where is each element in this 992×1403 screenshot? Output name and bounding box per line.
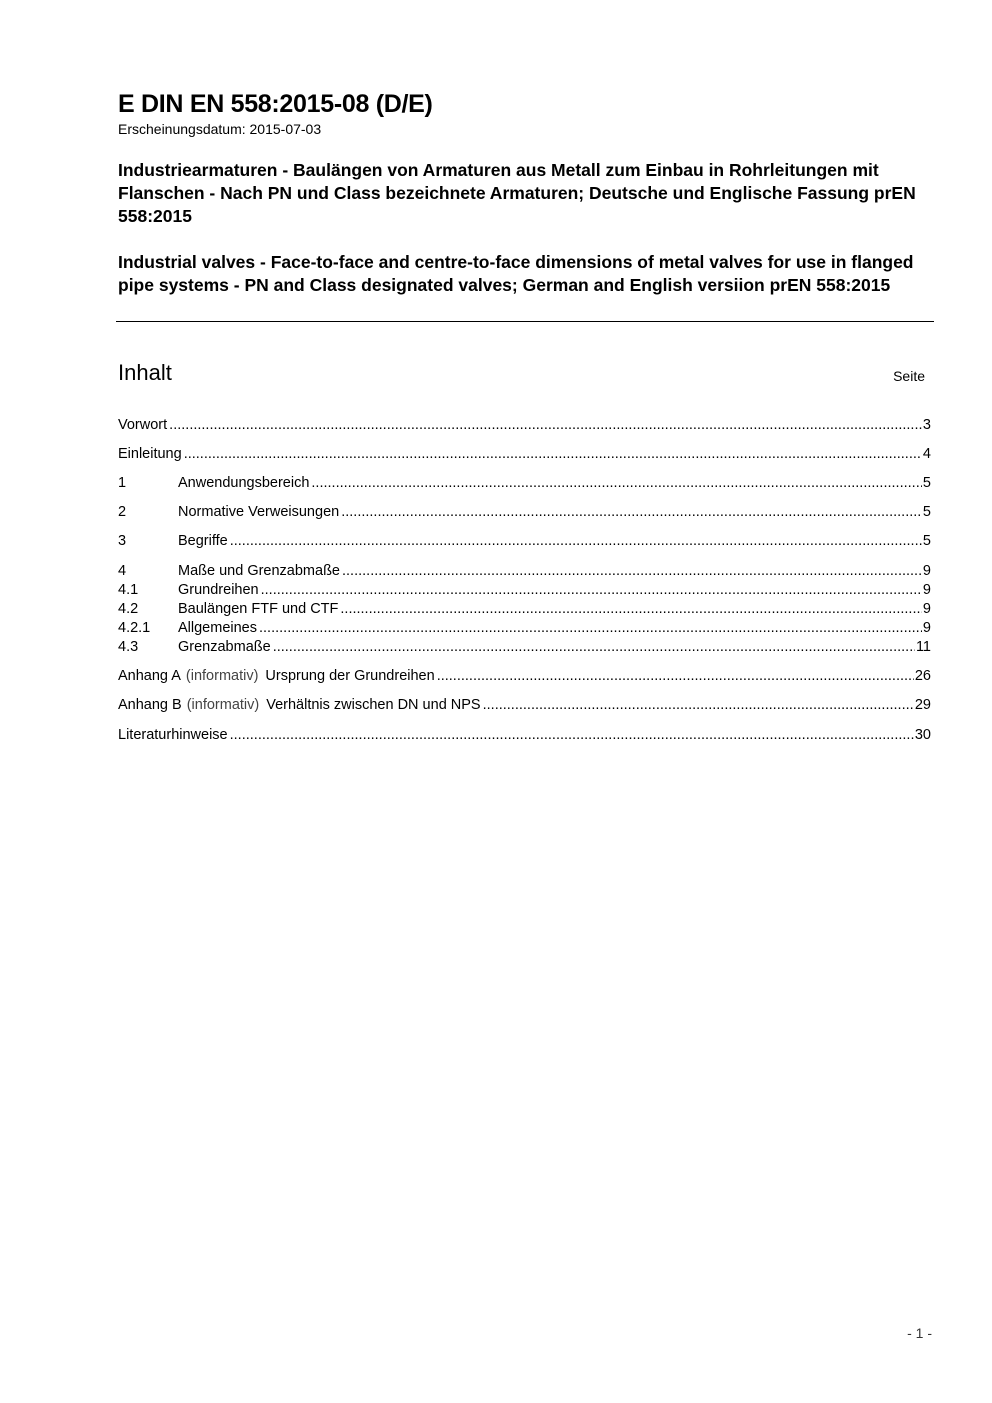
toc-entry-label: Maße und Grenzabmaße — [178, 563, 340, 579]
toc-entry-label: Begriffe — [178, 533, 228, 549]
toc-entry-label: Anwendungsbereich — [178, 475, 310, 491]
toc-entry-4-1[interactable] — [118, 581, 931, 600]
toc-entry-number: 4.3 — [118, 639, 139, 655]
toc-entry-label: Anhang A — [118, 668, 181, 684]
toc-entry-label: Grundreihen — [178, 582, 259, 598]
toc-entry-anhang-a[interactable] — [118, 667, 931, 686]
toc-entry-page: 5 — [922, 475, 931, 491]
toc-entry-subtitle: Ursprung der Grundreihen — [265, 668, 435, 684]
toc-leader-dots — [259, 619, 922, 638]
toc-heading: Inhalt — [118, 360, 172, 385]
toc-entry-subtitle: Verhältnis zwischen DN und NPS — [266, 697, 481, 713]
publication-date: Erscheinungsdatum: 2015-07-03 — [118, 121, 322, 137]
toc-entry-vorwort[interactable] — [118, 416, 931, 435]
toc-entry-number: 4.2.1 — [118, 620, 151, 636]
toc-entry-page: 9 — [922, 563, 931, 579]
toc-entry-number: 4 — [118, 563, 127, 579]
toc-leader-dots — [230, 726, 914, 745]
toc-leader-dots — [342, 562, 922, 581]
toc-entry-page: 11 — [915, 639, 931, 655]
toc-entry-einleitung[interactable] — [118, 445, 931, 464]
toc-page-column-label: Seite — [893, 368, 925, 384]
toc-entry-literaturhinweise[interactable] — [118, 726, 931, 745]
toc-entry-info: (informativ) — [185, 668, 259, 684]
toc-entry-page: 5 — [922, 533, 931, 549]
toc-leader-dots — [341, 503, 922, 522]
toc-entry-4[interactable] — [118, 562, 931, 581]
toc-entry-anhang-b[interactable] — [118, 696, 931, 715]
toc-entry-label: Normative Verweisungen — [178, 504, 340, 520]
toc-entry-label: Grenzabmaße — [178, 639, 271, 655]
toc-entry-2[interactable] — [118, 503, 931, 522]
toc-entry-page: 29 — [914, 697, 931, 713]
toc-entry-1[interactable] — [118, 474, 931, 493]
toc-entry-page: 9 — [922, 620, 931, 636]
toc-entry-label: Literaturhinweise — [118, 727, 228, 743]
toc-entry-page: 3 — [922, 417, 931, 433]
toc-entry-label: Anhang B — [118, 697, 182, 713]
toc-entry-3[interactable] — [118, 532, 931, 551]
toc-leader-dots — [169, 416, 922, 435]
title-german: Industriearmaturen - Baulängen von Armaturen aus Metall zum Einbau in Rohrleitungen mit Flanschen - Nach PN und Class bezeichnete Armaturen; Deutsche und Englische Fassung prEN 558:2015 — [118, 160, 916, 226]
toc-entry-4-2[interactable] — [118, 600, 931, 619]
toc-entry-4-3[interactable] — [118, 638, 931, 657]
toc-leader-dots — [230, 532, 922, 551]
toc-entry-label: Vorwort — [118, 417, 168, 433]
toc-leader-dots — [273, 638, 915, 657]
toc-leader-dots — [184, 445, 922, 464]
toc-entry-page: 26 — [914, 668, 931, 684]
page-number: - 1 - — [907, 1325, 932, 1341]
toc-entry-4-2-1[interactable] — [118, 619, 931, 638]
title-divider — [116, 321, 934, 322]
toc-leader-dots — [261, 581, 922, 600]
toc-leader-dots — [311, 474, 922, 493]
toc-entry-page: 9 — [922, 582, 931, 598]
title-english: Industrial valves - Face-to-face and centre-to-face dimensions of metal valves for use in flanged pipe systems - PN and Class designated valves; German and English versiion prEN 558:2015 — [118, 252, 914, 295]
toc-entry-page: 9 — [922, 601, 931, 617]
toc-leader-dots — [340, 600, 922, 619]
toc-entry-label: Baulängen FTF und CTF — [178, 601, 339, 617]
toc-entry-number: 2 — [118, 504, 127, 520]
toc-entry-number: 4.2 — [118, 601, 139, 617]
toc-entry-page: 30 — [914, 727, 931, 743]
toc-entry-page: 5 — [922, 504, 931, 520]
document-id: E DIN EN 558:2015-08 (D/E) — [118, 90, 433, 118]
toc-entry-number: 3 — [118, 533, 127, 549]
toc-entry-page: 4 — [922, 446, 931, 462]
toc-entry-number: 4.1 — [118, 582, 139, 598]
toc-entry-number: 1 — [118, 475, 127, 491]
toc-entry-label: Einleitung — [118, 446, 182, 462]
toc-entry-label: Allgemeines — [178, 620, 257, 636]
toc-leader-dots — [437, 667, 914, 686]
toc-leader-dots — [483, 696, 914, 715]
toc-entry-info: (informativ) — [186, 697, 260, 713]
